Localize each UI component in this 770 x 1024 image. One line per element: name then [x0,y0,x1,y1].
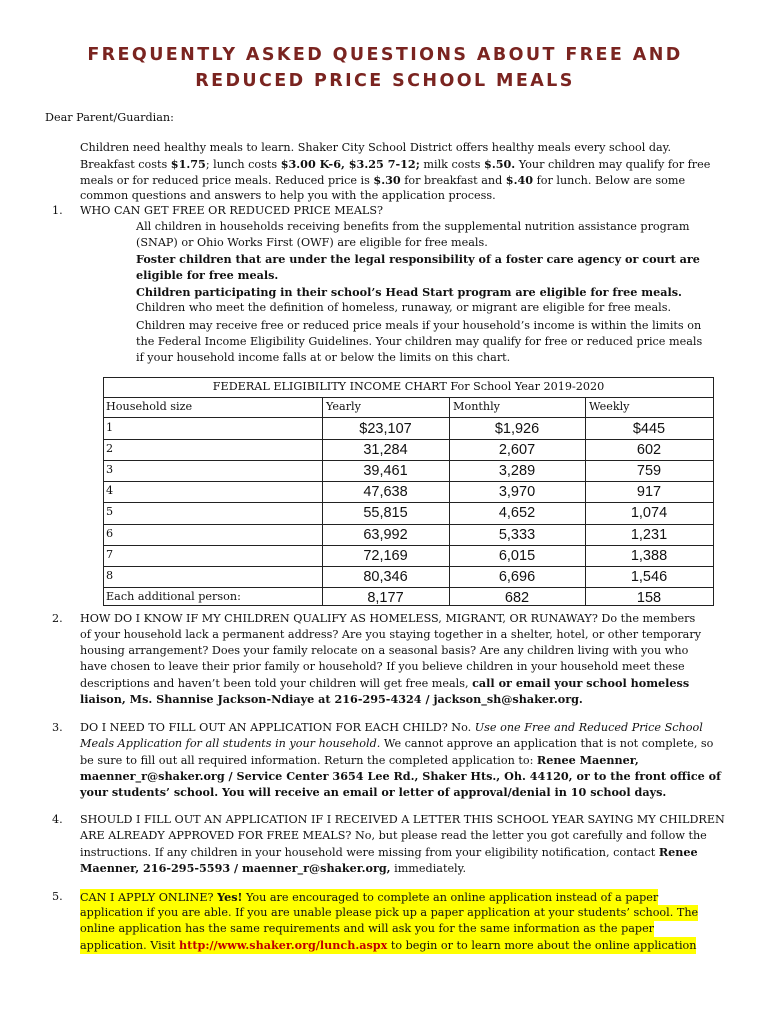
question-line: instructions. If any children in your household were missing from your eligibility notification, contact Renee [80,845,698,859]
table-cell-monthly: $1,926 [494,421,540,437]
table-cell-weekly: 602 [636,442,662,459]
table-cell-monthly: 682 [504,589,530,606]
table-cell-monthly: 2,607 [498,442,536,459]
table-cell-monthly: 5,333 [498,526,536,543]
table-divider [104,481,713,482]
table-cell-household-size: 8 [106,568,114,582]
question-number: 4. [52,813,63,826]
table-cell-weekly: 1,546 [630,568,668,585]
intro-line: Children need healthy meals to learn. Shaker City School District offers healthy meals every school day. [80,141,672,154]
table-divider [104,417,713,418]
question-line: SHOULD I FILL OUT AN APPLICATION IF I RECEIVED A LETTER THIS SCHOOL YEAR SAYING MY CHILDREN [80,813,725,826]
table-cell-monthly: 6,015 [498,547,536,564]
table-cell-yearly: 8,177 [367,589,404,606]
title-line-1: FREQUENTLY ASKED QUESTIONS ABOUT FREE AND [87,45,683,65]
page-title [40,42,730,94]
question-line: have chosen to leave their prior family or household? If you believe children in your household meet these [80,660,685,673]
title-line-2: REDUCED PRICE SCHOOL MEALS [195,71,575,91]
table-cell-monthly: 3,289 [498,463,536,480]
table-divider [104,439,713,440]
question-heading: WHO CAN GET FREE OR REDUCED PRICE MEALS? [80,204,384,217]
question-line: DO I NEED TO FILL OUT AN APPLICATION FOR EACH CHILD? No. Use one Free and Reduced Price School [80,721,703,734]
question-number: 5. [52,890,63,903]
question-line: application. Visit http://www.shaker.org/lunch.aspx to begin or to learn more about the online application [80,938,697,952]
table-cell-household-size: 6 [106,526,114,540]
table-cell-household-size: 4 [106,484,114,498]
table-divider [104,502,713,503]
question-number: 3. [52,721,63,734]
table-cell-household-size: 7 [106,547,114,561]
intro-line: Breakfast costs $1.75; lunch costs $3.00 K-6, $3.25 7-12; milk costs $.50. Your children may qualify for free [80,157,711,171]
table-cell-yearly: 80,346 [363,568,408,585]
table-divider [104,524,713,525]
answer-line: Children who meet the definition of homeless, runaway, or migrant are eligible for free meals. [136,301,672,314]
table-cell-household-size: 2 [106,442,114,456]
table-cell-monthly: 4,652 [498,505,536,522]
table-cell-yearly: 63,992 [363,526,408,543]
table-cell-weekly: 158 [636,589,662,606]
answer-line: Children may receive free or reduced price meals if your household’s income is within the limits on [136,319,702,332]
answer-line: All children in households receiving benefits from the supplemental nutrition assistance program [136,220,690,233]
table-cell-household-size: Each additional person: [106,589,241,603]
answer-line: if your household income falls at or below the limits on this chart. [136,351,511,364]
table-cell-weekly: 917 [636,484,662,501]
question-line: application if you are able. If you are unable please pick up a paper application at your students’ school. The [80,906,699,919]
table-divider [104,460,713,461]
column-header: Yearly [326,400,361,413]
question-line: liaison, Ms. Shannise Jackson-Ndiaye at 216-295-4324 / jackson_sh@shaker.org. [80,692,583,706]
table-cell-yearly: 47,638 [363,484,408,501]
table-cell-yearly: $23,107 [359,421,412,437]
column-header: Monthly [453,400,500,413]
table-cell-yearly: 31,284 [363,442,408,459]
answer-line: eligible for free meals. [136,268,279,282]
question-number: 2. [52,612,63,625]
table-cell-household-size: 5 [106,505,114,519]
income-eligibility-table [103,377,714,606]
question-line: be sure to fill out all required information. Return the completed application to: Renee Maenner, [80,753,639,767]
table-cell-weekly: $445 [632,421,666,437]
lunch-application-link[interactable]: http://www.shaker.org/lunch.aspx [179,938,388,952]
table-cell-monthly: 3,970 [498,484,536,501]
question-line: housing arrangement? Does your family relocate on a seasonal basis? Are any children living with you who [80,644,689,657]
table-cell-household-size: 3 [106,463,114,477]
column-header: Weekly [589,400,630,413]
table-cell-weekly: 759 [636,463,662,480]
table-cell-weekly: 1,388 [630,547,668,564]
table-caption: FEDERAL ELIGIBILITY INCOME CHART For School Year 2019-2020 [212,380,605,393]
question-line: Maenner, 216-295-5593 / maenner_r@shaker.org, immediately. [80,861,467,875]
question-line: CAN I APPLY ONLINE? Yes! You are encouraged to complete an online application instead of a paper [80,890,659,904]
column-header: Household size [106,400,193,413]
intro-line: common questions and answers to help you with the application process. [80,189,496,202]
table-divider [104,566,713,567]
table-divider [104,545,713,546]
table-cell-yearly: 55,815 [363,505,408,522]
table-cell-weekly: 1,231 [630,526,668,543]
answer-line: the Federal Income Eligibility Guidelines. Your children may qualify for free or reduced price meals [136,335,703,348]
greeting: Dear Parent/Guardian: [45,111,174,124]
answer-line: Foster children that are under the legal responsibility of a foster care agency or court are [136,252,700,266]
question-line: your students’ school. You will receive an email or letter of approval/denial in 10 school days. [80,785,667,799]
table-cell-household-size: 1 [106,421,114,434]
question-line: of your household lack a permanent address? Are you staying together in a shelter, hotel, or other temporary [80,628,702,641]
answer-line: Children participating in their school’s Head Start program are eligible for free meals. [136,285,682,299]
table-cell-yearly: 72,169 [363,547,408,564]
question-line: Meals Application for all students in your household. We cannot approve an application that is not complete, so [80,737,714,750]
question-line: descriptions and haven’t been told your children will get free meals, call or email your school homeless [80,676,690,690]
question-line: HOW DO I KNOW IF MY CHILDREN QUALIFY AS HOMELESS, MIGRANT, OR RUNAWAY? Do the members [80,612,696,625]
question-number: 1. [52,204,63,217]
table-cell-monthly: 6,696 [498,568,536,585]
question-line: online application has the same requirements and will ask you for the same information as the paper [80,922,655,935]
table-divider [104,587,713,588]
table-cell-weekly: 1,074 [630,505,668,522]
question-line: ARE ALREADY APPROVED FOR FREE MEALS? No, but please read the letter you got carefully and follow the [80,829,707,842]
intro-line: meals or for reduced price meals. Reduced price is $.30 for breakfast and $.40 for lunch. Below are some [80,173,686,187]
question-line: maenner_r@shaker.org / Service Center 3654 Lee Rd., Shaker Hts., Oh. 44120, or to the front office of [80,769,721,783]
answer-line: (SNAP) or Ohio Works First (OWF) are eligible for free meals. [136,236,488,249]
table-divider [104,397,713,398]
table-cell-yearly: 39,461 [363,463,408,480]
